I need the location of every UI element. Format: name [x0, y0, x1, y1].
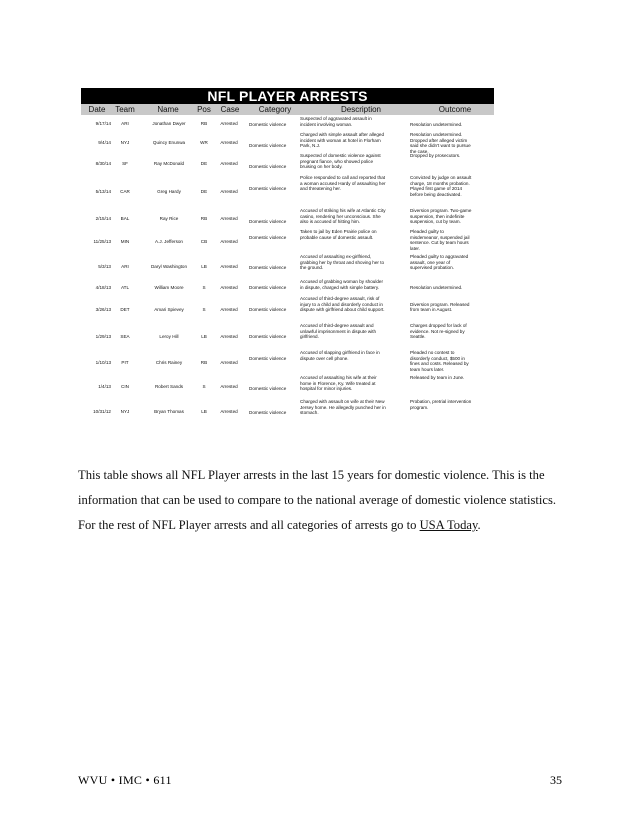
cell-description-line: dispute over cell phone. — [300, 355, 349, 361]
cell-outcome-line: charge, 18 months probation. — [410, 180, 470, 186]
table-row — [81, 175, 494, 208]
cell-pos: LB — [201, 263, 207, 269]
column-header-date: Date — [88, 105, 106, 114]
cell-outcome — [410, 229, 494, 251]
cell-date: 1/10/13 — [95, 359, 111, 365]
cell-date: 5/3/13 — [98, 263, 111, 269]
cell-outcome-line: Dropped after alleged victim — [410, 137, 468, 143]
cell-outcome-line: Seattle. — [410, 334, 426, 340]
cell-outcome-line: from team in August. — [410, 307, 453, 313]
table-row — [81, 132, 494, 153]
cell-case: Arrested — [220, 238, 238, 244]
page-number: 35 — [550, 773, 562, 787]
cell-description-line: injury to a child and disorderly conduct in — [300, 301, 383, 307]
cell-case: Arrested — [220, 306, 238, 312]
cell-outcome-line: Played first game of 2014 — [410, 186, 463, 192]
cell-team: CIN — [121, 384, 129, 390]
cell-outcome-line: Resolution undetermined. — [410, 121, 463, 127]
cell-team: MIN — [120, 238, 130, 244]
cell-case: Arrested — [220, 409, 238, 415]
table-row — [81, 208, 494, 229]
cell-pos: RB — [200, 359, 208, 365]
cell-outcome-line: assault, one year of — [410, 259, 451, 265]
cell-outcome-line: supervised probation. — [410, 265, 454, 271]
cell-name: William Moore — [154, 284, 184, 290]
cell-description-line: Accused of assaulting his wife at their — [300, 375, 377, 380]
cell-description-line: in dispute, charged with simple battery. — [300, 284, 380, 290]
cell-category: Domestic violence — [249, 355, 287, 361]
cell-description — [300, 399, 408, 416]
cell-team: ARI — [121, 263, 129, 269]
body-text-period: . — [477, 518, 481, 532]
table-row — [81, 399, 494, 425]
cell-team: DET — [120, 306, 130, 312]
cell-outcome — [410, 323, 494, 340]
column-header-pos: Pos — [197, 105, 211, 114]
cell-pos: CB — [200, 238, 208, 244]
cell-outcome-line: Probation, pretrial intervention — [410, 399, 472, 404]
cell-description-line: and threatening her. — [300, 186, 341, 192]
cell-outcome-line: the case. — [410, 148, 429, 154]
cell-outcome-line: Convicted by judge on assault — [410, 175, 472, 180]
arrests-table — [81, 88, 494, 435]
cell-category: Domestic violence — [249, 219, 287, 225]
cell-description-line: Taken to jail by Eden Prairie police on — [300, 229, 377, 234]
cell-case: Arrested — [220, 384, 238, 390]
table-row — [81, 323, 494, 350]
column-header-case: Case — [220, 105, 240, 114]
cell-outcome — [410, 254, 494, 271]
cell-category: Domestic violence — [249, 234, 287, 240]
cell-date: 9/4/14 — [98, 139, 111, 145]
cell-case: Arrested — [220, 215, 238, 221]
cell-date: 1/29/13 — [95, 333, 111, 339]
cell-description-line: unlawful imprisonment in dispute with — [300, 328, 377, 334]
table-header — [81, 104, 494, 115]
cell-team: ATL — [120, 284, 130, 290]
cell-category: Domestic violence — [249, 334, 287, 340]
cell-description-line: incident with woman at hotel in Florham — [300, 137, 381, 143]
cell-outcome — [410, 350, 494, 372]
cell-pos: RB — [200, 215, 208, 221]
cell-category: Domestic violence — [249, 410, 287, 416]
cell-description-line: Accused of third-degree assault and — [300, 323, 374, 328]
cell-description-line: a woman accused Hardy of assaulting her — [300, 180, 386, 186]
cell-case: Arrested — [220, 121, 238, 127]
cell-name: Jonathan Dwyer — [152, 121, 186, 127]
cell-description-line: Park, N.J. — [300, 143, 321, 149]
cell-outcome-line: before being deactivated. — [410, 191, 462, 197]
cell-team: PIT — [121, 359, 129, 365]
cell-description-line: Jersey home. He allegedly punched her in — [300, 404, 386, 410]
cell-category: Domestic violence — [249, 164, 287, 170]
cell-date: 10/31/12 — [93, 409, 111, 415]
cell-team: BAL — [120, 215, 130, 221]
cell-outcome-line: disorderly conduct, $500 in — [410, 355, 465, 361]
column-header-category: Category — [258, 105, 292, 114]
cell-description-line: hospital for minor injuries. — [300, 386, 353, 392]
cell-outcome — [410, 375, 494, 381]
cell-description — [300, 132, 408, 149]
cell-description — [300, 279, 408, 290]
cell-pos: LB — [201, 409, 207, 415]
cell-outcome-line: suspension, cut by team. — [410, 219, 461, 225]
cell-pos: S — [202, 384, 206, 390]
cell-pos: WR — [200, 139, 208, 145]
cell-description-line: Suspected of aggravated assault in — [300, 116, 372, 121]
cell-date: 5/13/14 — [95, 188, 111, 194]
cell-description — [300, 350, 408, 361]
cell-pos: DE — [200, 161, 208, 167]
cell-outcome-line: misdemeanor, suspended jail — [410, 234, 470, 240]
cell-name: Robert Sands — [154, 384, 184, 390]
cell-pos: S — [202, 284, 206, 290]
cell-name: Greg Hardy — [157, 188, 181, 194]
cell-outcome — [410, 116, 494, 127]
column-header-description: Description — [340, 105, 381, 114]
cell-category: Domestic violence — [249, 186, 287, 192]
cell-description-line: Accused of striking his wife at Atlantic City — [300, 208, 386, 213]
cell-outcome — [410, 279, 494, 290]
cell-description-line: Accused of grabbing woman by shoulder — [300, 279, 383, 284]
cell-description — [300, 323, 408, 340]
cell-description-line: Accused of assaulting ex-girlfriend, — [300, 254, 372, 259]
cell-description-line: also is accused of hitting him. — [300, 219, 361, 225]
table-row — [81, 375, 494, 399]
cell-case: Arrested — [220, 333, 238, 339]
cell-category: Domestic violence — [249, 265, 287, 271]
cell-team: NYJ — [120, 409, 130, 415]
cell-outcome-line: team hours later. — [410, 366, 445, 372]
cell-name: Ray McDonald — [153, 161, 185, 167]
cell-pos: RB — [200, 121, 208, 127]
cell-category: Domestic violence — [249, 307, 287, 313]
cell-description-line: grabbing her by throat and shoving her to — [300, 259, 385, 265]
cell-date: 8/30/14 — [95, 161, 111, 167]
cell-name: A.J. Jefferson — [154, 238, 183, 244]
cell-outcome-line: later. — [410, 245, 420, 251]
cell-date: 2/15/14 — [95, 215, 111, 221]
body-paragraph-line-3 — [78, 518, 578, 533]
cell-outcome — [410, 175, 494, 197]
cell-description-line: incident involving woman. — [300, 121, 353, 127]
cell-outcome-line: Pleaded guilty to aggravated — [410, 254, 469, 259]
cell-description — [300, 229, 408, 240]
cell-description-line: home in Florence, Ky. Wife treated at — [300, 380, 376, 386]
cell-outcome-line: Resolution undetermined. — [410, 284, 463, 290]
cell-description-line: dispute with girlfriend about child support. — [300, 307, 385, 313]
body-text: For the rest of NFL Player arrests and all categories of arrests go to — [78, 518, 420, 532]
cell-description-line: Suspected of domestic violence against — [300, 153, 381, 158]
cell-case: Arrested — [220, 188, 238, 194]
cell-description — [300, 116, 408, 127]
cell-outcome-line: Pleaded no contest to — [410, 350, 455, 355]
cell-name: Quincy Enunwa — [152, 139, 186, 145]
table-body — [81, 115, 494, 435]
cell-outcome — [410, 296, 494, 313]
cell-category: Domestic violence — [249, 284, 287, 290]
body-paragraph-line-2: information that can be used to compare to the national average of domestic violence statistics. — [78, 493, 557, 507]
cell-description-line: Charged with assault on wife at their New — [300, 399, 385, 404]
cell-description — [300, 175, 408, 192]
cell-case: Arrested — [220, 139, 238, 145]
cell-outcome-line: said she didn't want to pursue — [410, 143, 471, 149]
cell-case: Arrested — [220, 263, 238, 269]
body-paragraph-line-1: This table shows all NFL Player arrests in the last 15 years for domestic violence. This is the — [78, 468, 545, 482]
cell-category: Domestic violence — [249, 386, 287, 392]
cell-outcome-line: Diversion program. Released — [410, 301, 470, 307]
column-header-team: Team — [115, 105, 135, 114]
cell-date: 11/25/13 — [93, 238, 111, 244]
cell-date: 9/17/14 — [95, 121, 111, 127]
cell-description-line: stomach. — [300, 410, 319, 416]
table-row — [81, 279, 494, 296]
cell-description-line: probable cause of domestic assault. — [300, 234, 374, 240]
cell-name: Daryl Washington — [150, 263, 188, 269]
cell-outcome — [410, 132, 494, 154]
cell-outcome — [410, 208, 494, 225]
column-header-outcome: Outcome — [438, 105, 472, 114]
cell-outcome-line: fines and costs. Released by — [410, 361, 469, 367]
cell-date: 3/26/13 — [95, 306, 111, 312]
cell-team: CAR — [120, 188, 130, 194]
cell-outcome-line: program. — [410, 404, 429, 410]
cell-name: Ray Rice — [159, 215, 179, 221]
cell-description-line: the ground. — [300, 265, 324, 271]
table-row — [81, 153, 494, 175]
cell-outcome-line: suspension, then indefinite — [410, 213, 465, 219]
cell-name: Chris Rainey — [155, 359, 183, 365]
column-header-name: Name — [157, 105, 179, 114]
cell-outcome — [410, 153, 494, 159]
cell-description-line: Police responded to call and reported that — [300, 175, 386, 180]
cell-case: Arrested — [220, 359, 238, 365]
cell-outcome-line: Charges dropped for lack of — [410, 323, 467, 328]
cell-outcome-line: Released by team in June. — [410, 375, 465, 380]
cell-description — [300, 375, 408, 392]
cell-outcome-line: evidence. Not re-signed by — [410, 328, 465, 334]
usa-today-link[interactable]: USA Today — [419, 518, 478, 532]
cell-description — [300, 153, 408, 170]
cell-outcome-line: sentence. Cut by team hours — [410, 240, 469, 246]
table-title: NFL PLAYER ARRESTS — [81, 88, 494, 104]
cell-pos: LB — [201, 333, 207, 339]
cell-description-line: pregnant fiance, who showed police — [300, 158, 374, 164]
cell-date: 4/18/13 — [95, 284, 111, 290]
table-row — [81, 229, 494, 254]
cell-team: SF — [122, 161, 128, 167]
cell-description-line: Accused of slapping girlfriend in face in — [300, 350, 380, 355]
cell-description-line: girlfriend. — [300, 334, 319, 340]
cell-category: Domestic violence — [249, 121, 287, 127]
cell-name: Leroy Hill — [159, 333, 179, 339]
cell-description — [300, 254, 408, 271]
cell-description — [300, 296, 408, 313]
cell-description-line: Charged with simple assault after alleged — [300, 132, 385, 137]
cell-team: ARI — [121, 121, 129, 127]
cell-pos: DE — [200, 188, 208, 194]
cell-description-line: casino, rendering her unconscious. She — [300, 213, 381, 219]
table-row — [81, 254, 494, 279]
cell-name: Amari Spievey — [154, 306, 184, 312]
cell-team: SEA — [120, 333, 130, 339]
cell-case: Arrested — [220, 161, 238, 167]
cell-category: Domestic violence — [249, 143, 287, 149]
cell-pos: S — [202, 306, 206, 312]
cell-description-line: bruising on her body. — [300, 164, 343, 170]
cell-outcome-line: Pleaded guilty to — [410, 229, 444, 234]
cell-outcome — [410, 399, 494, 410]
table-row — [81, 350, 494, 375]
cell-date: 1/4/13 — [98, 384, 111, 390]
cell-case: Arrested — [220, 284, 238, 290]
cell-description-line: Accused of third-degree assault, risk of — [300, 296, 380, 301]
cell-description — [300, 208, 408, 225]
cell-outcome-line: Resolution undetermined. — [410, 132, 463, 137]
cell-outcome-line: Dropped by prosecutors. — [410, 153, 461, 158]
table-row — [81, 116, 494, 132]
cell-name: Bryan Thomas — [154, 409, 184, 415]
footer-course-label: WVU • IMC • 611 — [78, 773, 172, 787]
table-row — [81, 296, 494, 323]
cell-outcome-line: Diversion program. Two-game — [410, 208, 472, 213]
cell-team: NYJ — [120, 139, 130, 145]
